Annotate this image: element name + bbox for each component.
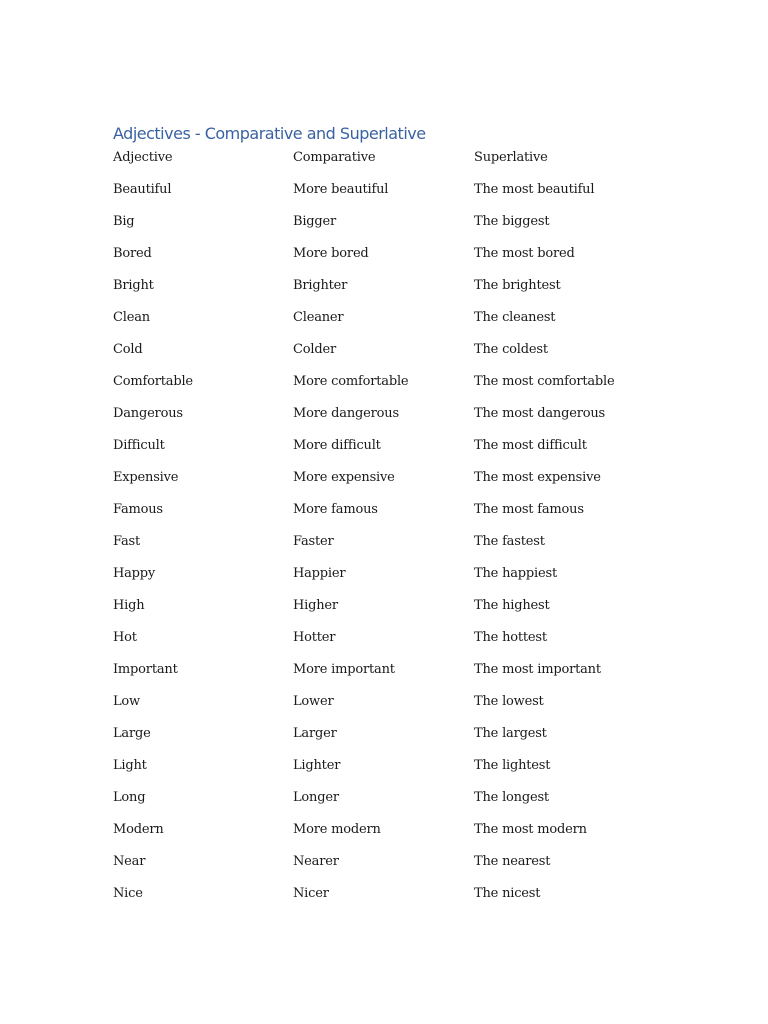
table-row <box>113 531 673 563</box>
table-row <box>113 371 673 403</box>
comparative-cell: More difficult <box>293 438 381 453</box>
comparative-cell: Nicer <box>293 886 329 901</box>
adjective-cell: Big <box>113 214 135 229</box>
table-row <box>113 723 673 755</box>
superlative-cell: The longest <box>474 790 549 805</box>
adjective-cell: Famous <box>113 502 163 517</box>
table-row <box>113 499 673 531</box>
superlative-cell: The brightest <box>474 278 561 293</box>
comparative-cell: More expensive <box>293 470 395 485</box>
table-row <box>113 211 673 243</box>
superlative-cell: The most modern <box>474 822 587 837</box>
table-row <box>113 435 673 467</box>
adjective-cell: Nice <box>113 886 143 901</box>
comparative-cell: Lighter <box>293 758 341 773</box>
adjective-cell: Important <box>113 662 178 677</box>
table-row <box>113 851 673 883</box>
adjective-cell: Clean <box>113 310 150 325</box>
superlative-cell: The biggest <box>474 214 550 229</box>
superlative-cell: The hottest <box>474 630 547 645</box>
table-header-row <box>113 147 673 179</box>
adjective-cell: Fast <box>113 534 140 549</box>
comparative-cell: Cleaner <box>293 310 344 325</box>
adjective-cell: Comfortable <box>113 374 193 389</box>
superlative-cell: The nearest <box>474 854 551 869</box>
comparative-cell: More modern <box>293 822 381 837</box>
adjective-cell: Expensive <box>113 470 179 485</box>
superlative-cell: The most bored <box>474 246 575 261</box>
header-superlative: Superlative <box>474 150 548 165</box>
comparative-cell: More important <box>293 662 395 677</box>
adjective-cell: Cold <box>113 342 143 357</box>
superlative-cell: The lightest <box>474 758 551 773</box>
adjective-cell: High <box>113 598 145 613</box>
table-row <box>113 467 673 499</box>
superlative-cell: The highest <box>474 598 550 613</box>
superlative-cell: The most famous <box>474 502 584 517</box>
superlative-cell: The coldest <box>474 342 548 357</box>
comparative-cell: Larger <box>293 726 337 741</box>
adjective-cell: Beautiful <box>113 182 172 197</box>
comparative-cell: Lower <box>293 694 334 709</box>
adjective-cell: Large <box>113 726 151 741</box>
superlative-cell: The most dangerous <box>474 406 605 421</box>
adjective-cell: Dangerous <box>113 406 183 421</box>
table-row <box>113 275 673 307</box>
table-row <box>113 307 673 339</box>
adjectives-table <box>113 147 673 915</box>
superlative-cell: The most comfortable <box>474 374 615 389</box>
comparative-cell: Nearer <box>293 854 339 869</box>
header-comparative: Comparative <box>293 150 376 165</box>
table-row <box>113 787 673 819</box>
adjective-cell: Modern <box>113 822 164 837</box>
comparative-cell: Faster <box>293 534 334 549</box>
adjective-cell: Happy <box>113 566 156 581</box>
adjective-cell: Hot <box>113 630 137 645</box>
table-row <box>113 627 673 659</box>
adjective-cell: Difficult <box>113 438 165 453</box>
adjective-cell: Low <box>113 694 140 709</box>
comparative-cell: More comfortable <box>293 374 409 389</box>
superlative-cell: The most difficult <box>474 438 587 453</box>
table-row <box>113 403 673 435</box>
comparative-cell: More beautiful <box>293 182 389 197</box>
comparative-cell: More dangerous <box>293 406 399 421</box>
adjective-cell: Bored <box>113 246 152 261</box>
table-row <box>113 595 673 627</box>
adjective-cell: Bright <box>113 278 154 293</box>
superlative-cell: The happiest <box>474 566 557 581</box>
comparative-cell: Higher <box>293 598 338 613</box>
superlative-cell: The nicest <box>474 886 541 901</box>
adjective-cell: Near <box>113 854 146 869</box>
superlative-cell: The most important <box>474 662 601 677</box>
comparative-cell: More famous <box>293 502 378 517</box>
comparative-cell: Colder <box>293 342 336 357</box>
table-row <box>113 883 673 915</box>
superlative-cell: The lowest <box>474 694 544 709</box>
document-title: Adjectives - Comparative and Superlative <box>113 124 426 143</box>
comparative-cell: More bored <box>293 246 369 261</box>
superlative-cell: The most expensive <box>474 470 601 485</box>
superlative-cell: The largest <box>474 726 547 741</box>
table-row <box>113 819 673 851</box>
comparative-cell: Hotter <box>293 630 336 645</box>
superlative-cell: The cleanest <box>474 310 556 325</box>
superlative-cell: The fastest <box>474 534 545 549</box>
table-row <box>113 659 673 691</box>
table-row <box>113 755 673 787</box>
comparative-cell: Bigger <box>293 214 337 229</box>
table-row <box>113 691 673 723</box>
superlative-cell: The most beautiful <box>474 182 595 197</box>
table-body <box>113 179 673 915</box>
table-row <box>113 339 673 371</box>
table-row <box>113 563 673 595</box>
adjective-cell: Long <box>113 790 146 805</box>
header-adjective: Adjective <box>113 150 173 165</box>
adjective-cell: Light <box>113 758 147 773</box>
table-row <box>113 243 673 275</box>
comparative-cell: Longer <box>293 790 339 805</box>
comparative-cell: Happier <box>293 566 346 581</box>
table-row <box>113 179 673 211</box>
comparative-cell: Brighter <box>293 278 348 293</box>
